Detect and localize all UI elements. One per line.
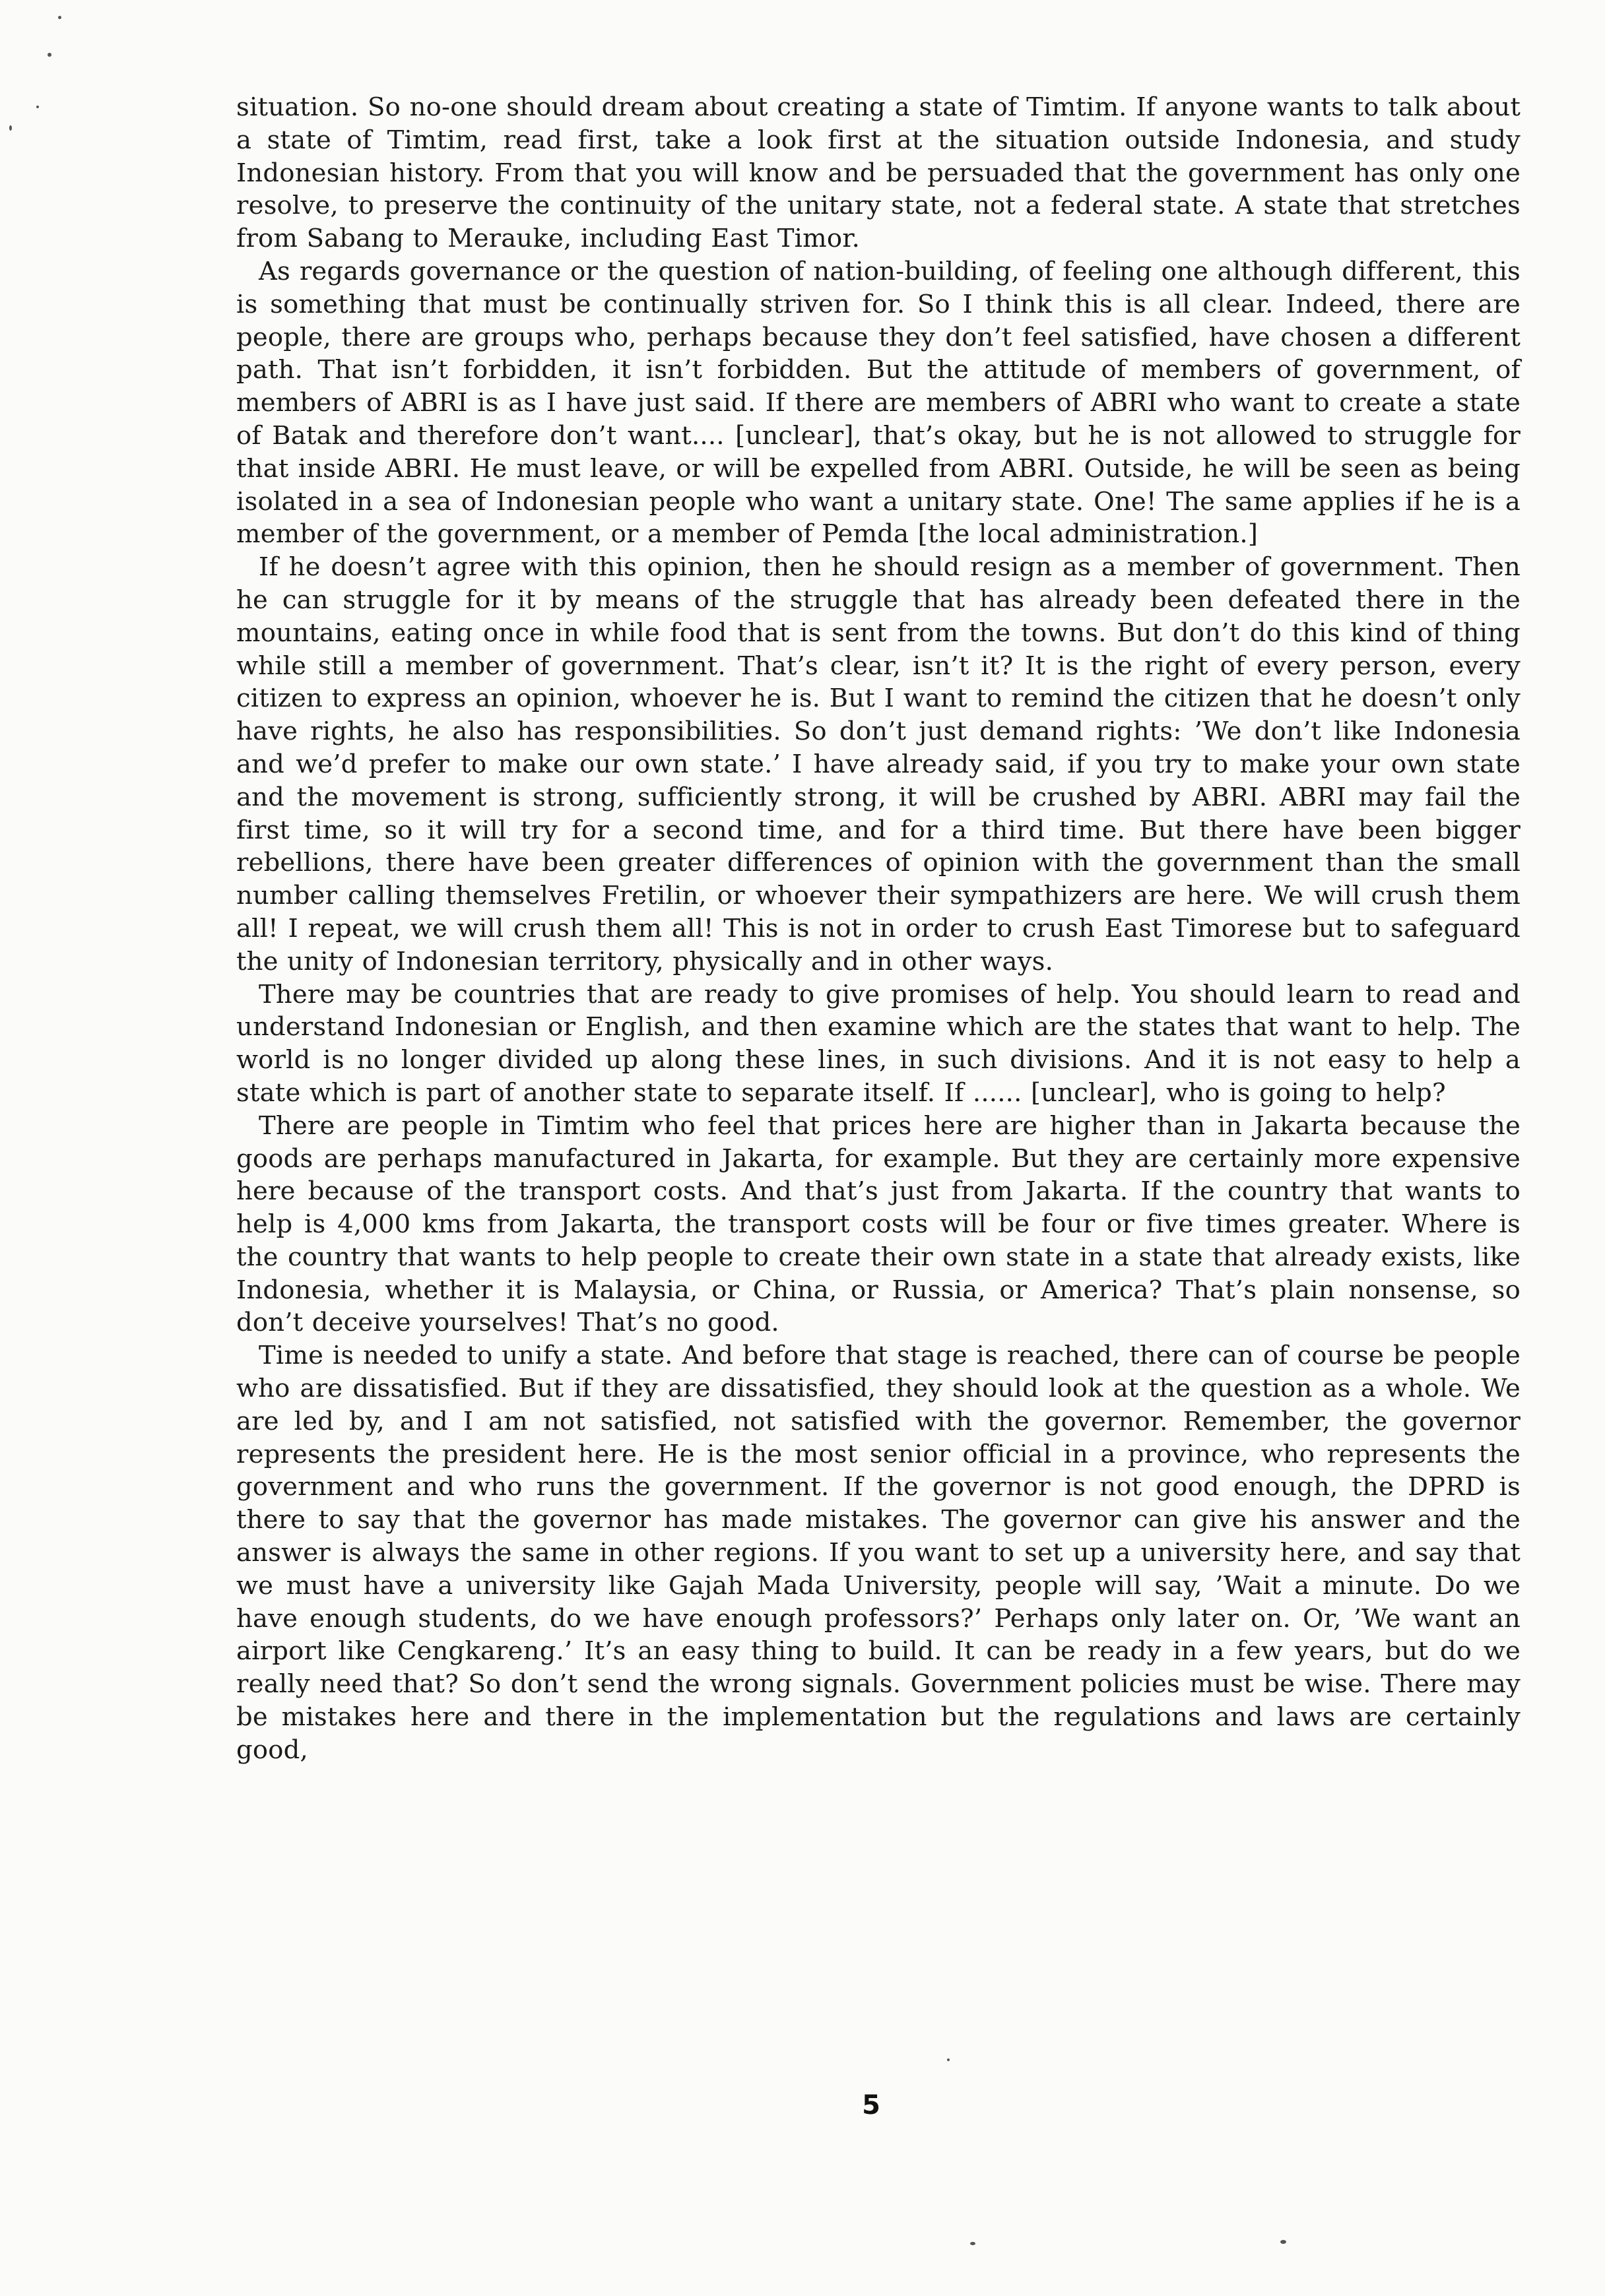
paragraph-4: There may be countries that are ready to give promises of help. You should learn to read and understand Indonesian or English, and then examine which are the states that want to help. The world is no longer divided up along these lines, in such divisions. And it is not easy to help a state which is part of another state to separate itself. If ...... [unclear], who is going to help? — [236, 979, 1521, 1108]
paragraph-5: There are people in Timtim who feel that prices here are higher than in Jakarta because the goods are perhaps manufactured in Jakarta, for example. But they are certainly more expensive here because of the transport costs. And that’s just from Jakarta. If the country that wants to help is 4,000 kms from Jakarta, the transport costs will be four or five times greater. Where is the country that wants to help people to create their own state in a state that already exists, like Indonesia, whether it is Malaysia, or China, or Russia, or America? That’s plain nonsense, so don’t deceive yourselves! That’s no good. — [236, 1110, 1521, 1338]
scan-speck — [9, 125, 12, 131]
paragraph-6: Time is needed to unify a state. And before that stage is reached, there can of course be people who are dissatisfied. But if they are dissatisfied, they should look at the question as a whole. We are led by, and I am not satisfied, not satisfied with the governor. Remember, the governor represents the president here. He is the most senior official in a province, who represents the government and who runs the government. If the governor is not good enough, the DPRD is there to say that the governor has made mistakes. The governor can give his answer and the answer is always the same in other regions. If you want to set up a university here, and say that we must have a university like Gajah Mada University, people will say, ’Wait a minute. Do we have enough students, do we have enough professors?’ Perhaps only later on. Or, ’We want an airport like Cengkareng.’ It’s an easy thing to build. It can be ready in a few years, but do we really need that? So don’t send the wrong signals. Government policies must be wise. There may be mistakes here and there in the implementation but the regulations and laws are certainly good, — [236, 1341, 1521, 1765]
scan-speck — [48, 53, 51, 57]
paragraph-3: If he doesn’t agree with this opinion, then he should resign as a member of government. Then he can struggle for it by means of the struggle that has already been defeated there in the mountains, eating once in while food that is sent from the towns. But don’t do this kind of thing while still a member of government. That’s clear, isn’t it? It is the right of every person, every citizen to express an opinion, whoever he is. But I want to remind the citizen that he doesn’t only have rights, he also has responsibilities. So don’t just demand rights: ’We don’t like Indonesia and we’d prefer to make our own state.’ I have already said, if you try to make your own state and the movement is strong, sufficiently strong, it will be crushed by ABRI. ABRI may fail the first time, so it will try for a second time, and for a third time. But there have been bigger rebellions, there have been greater differences of opinion with the government than the small number calling themselves Fretilin, or whoever their sympathizers are here. We will crush them all! I repeat, we will crush them all! This is not in order to crush East Timorese but to safeguard the unity of Indonesian territory, physically and in other ways. — [236, 552, 1521, 976]
scan-speck — [1280, 2240, 1286, 2244]
paragraph-1: situation. So no-one should dream about creating a state of Timtim. If anyone wants to talk about a state of Timtim, read first, take a look first at the situation outside Indonesia, and study Indonesian history. From that you will know and be persuaded that the government has only one resolve, to preserve the continuity of the unitary state, not a federal state. A state that stretches from Sabang to Merauke, including East Timor. — [236, 92, 1521, 254]
body-text — [236, 91, 1521, 1767]
paragraph-2: As regards governance or the question of nation-building, of feeling one although different, this is something that must be continually striven for. So I think this is all clear. Indeed, there are people, there are groups who, perhaps because they don’t feel satisfied, have chosen a different path. That isn’t forbidden, it isn’t forbidden. But the attitude of members of government, of members of ABRI is as I have just said. If there are members of ABRI who want to create a state of Batak and therefore don’t want.... [unclear], that’s okay, but he is not allowed to struggle for that inside ABRI. He must leave, or will be expelled from ABRI. Outside, he will be seen as being isolated in a sea of Indonesian people who want a unitary state. One! The same applies if he is a member of the government, or a member of Pemda [the local administration.] — [236, 256, 1521, 550]
scan-speck — [58, 16, 61, 19]
scan-speck — [947, 2058, 950, 2061]
scan-speck — [36, 106, 39, 108]
page-number: 5 — [862, 2090, 880, 2121]
scan-speck — [970, 2242, 975, 2245]
